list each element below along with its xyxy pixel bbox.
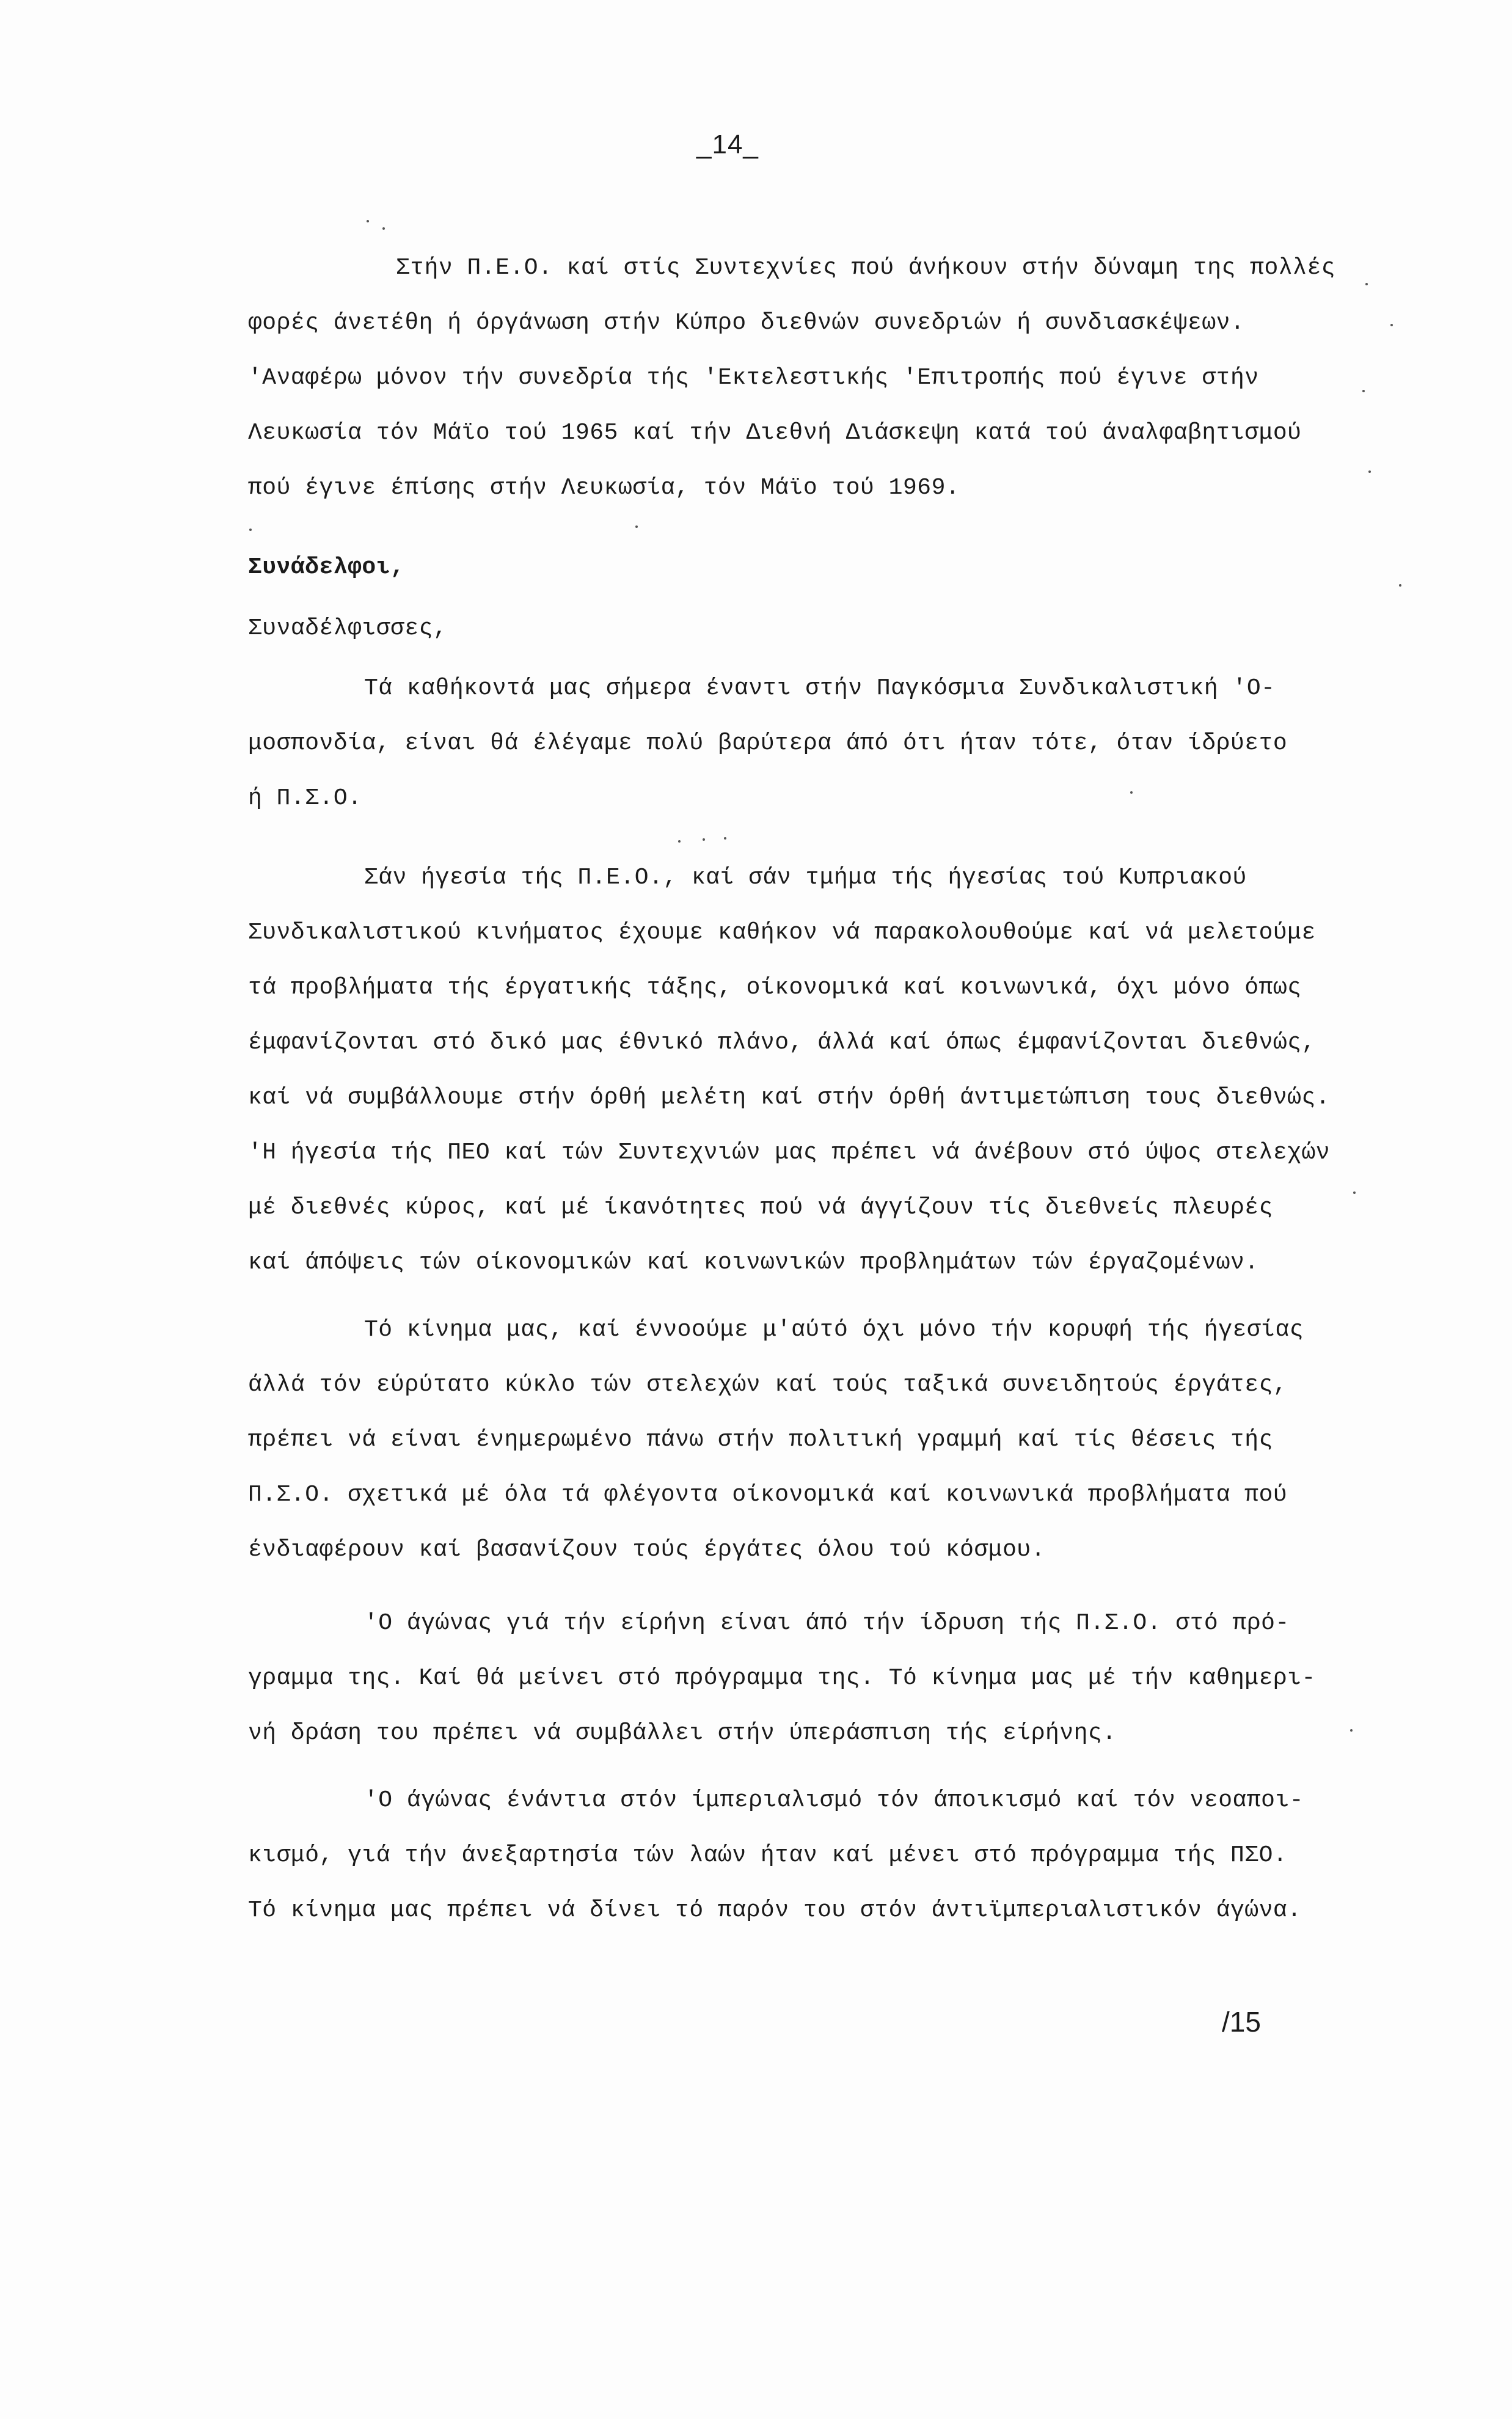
scan-speck xyxy=(1368,470,1371,473)
scan-speck xyxy=(367,220,369,222)
scan-speck xyxy=(1399,584,1401,587)
text-line: Στήν Π.Ε.Ο. καί στίς Συντεχνίες πού άνήκουν στήν δύναμη της πολλές xyxy=(396,255,1336,281)
text-line: νή δράση του πρέπει νά συμβάλλει στήν ύπεράσπιση τής είρήνης. xyxy=(248,1720,1117,1746)
text-line: πρέπει νά είναι ένημερωμένο πάνω στήν πολιτική γραμμή καί τίς θέσεις τής xyxy=(248,1427,1273,1453)
scan-speck xyxy=(382,227,385,230)
text-line: Συνδικαλιστικού κινήματος έχουμε καθήκον νά παρακολουθούμε καί νά μελετούμε xyxy=(248,920,1316,946)
page-number: _14_ xyxy=(696,130,759,159)
scan-speck xyxy=(1390,324,1393,326)
text-line: άλλά τόν εύρύτατο κύκλο τών στελεχών καί τούς ταξικά συνειδητούς έργάτες, xyxy=(248,1372,1288,1398)
scan-speck xyxy=(678,840,681,843)
text-line: τά προβλήματα τής έργατικής τάξης, οίκονομικά καί κοινωνικά, όχι μόνο όπως xyxy=(248,975,1302,1001)
scan-speck xyxy=(249,529,252,531)
scan-speck xyxy=(703,838,705,841)
scan-speck xyxy=(635,525,638,528)
text-line: γραμμα της. Καί θά μείνει στό πρόγραμμα της. Τό κίνημα μας μέ τήν καθημερι- xyxy=(248,1665,1316,1691)
scan-speck xyxy=(1362,390,1365,392)
text-line: Λευκωσία τόν Μάϊο τού 1965 καί τήν Διεθνή Διάσκεψη κατά τού άναλφαβητισμού xyxy=(248,420,1302,446)
scan-speck xyxy=(1365,283,1368,285)
text-line: 'Ο άγώνας ένάντια στόν ίμπεριαλισμό τόν άποικισμό καί τόν νεοαποι- xyxy=(364,1787,1304,1813)
text-line: ένδιαφέρουν καί βασανίζουν τούς έργάτες όλου τού κόσμου. xyxy=(248,1537,1046,1563)
text-line: καί νά συμβάλλουμε στήν όρθή μελέτη καί στήν όρθή άντιμετώπιση τους διεθνώς. xyxy=(248,1085,1331,1111)
text-line: Τά καθήκοντά μας σήμερα έναντι στήν Παγκόσμια Συνδικαλιστική 'Ο- xyxy=(364,675,1276,701)
text-line: κισμό, γιά τήν άνεξαρτησία τών λαών ήταν καί μένει στό πρόγραμμα τής ΠΣΟ. xyxy=(248,1842,1288,1868)
text-line: φορές άνετέθη ή όργάνωση στήν Κύπρο διεθνών συνεδριών ή συνδιασκέψεων. xyxy=(248,310,1245,336)
text-line: ή Π.Σ.Ο. xyxy=(248,785,362,811)
scan-speck xyxy=(724,837,726,840)
text-line: Τό κίνημα μας πρέπει νά δίνει τό παρόν του στόν άντιϊμπεριαλιστικόν άγώνα. xyxy=(248,1897,1302,1923)
text-line: 'Ο άγώνας γιά τήν είρήνη είναι άπό τήν ίδρυση τής Π.Σ.Ο. στό πρό- xyxy=(364,1610,1290,1636)
text-line: μοσπονδία, είναι θά έλέγαμε πολύ βαρύτερα άπό ότι ήταν τότε, όταν ίδρύετο xyxy=(248,730,1288,756)
scan-speck xyxy=(1350,1729,1353,1732)
salutation: Συνάδελφοι, xyxy=(248,554,405,580)
text-line: καί άπόψεις τών οίκονομικών καί κοινωνικών προβλημάτων τών έργαζομένων. xyxy=(248,1250,1259,1276)
text-line: πού έγινε έπίσης στήν Λευκωσία, τόν Μάϊο τού 1969. xyxy=(248,475,960,501)
text-line: Σάν ήγεσία τής Π.Ε.Ο., καί σάν τμήμα τής ήγεσίας τού Κυπριακού xyxy=(364,865,1247,891)
text-line: Τό κίνημα μας, καί έννοούμε μ'αύτό όχι μόνο τήν κορυφή τής ήγεσίας xyxy=(364,1317,1304,1343)
salutation: Συναδέλφισσες, xyxy=(248,615,448,642)
next-page-marker: /15 xyxy=(1222,2006,1261,2038)
text-line: 'Η ήγεσία τής ΠΕΟ καί τών Συντεχνιών μας πρέπει νά άνέβουν στό ύψος στελεχών xyxy=(248,1140,1331,1166)
scan-speck xyxy=(1353,1191,1356,1194)
text-line: Π.Σ.Ο. σχετικά μέ όλα τά φλέγοντα οίκονομικά καί κοινωνικά προβλήματα πού xyxy=(248,1482,1288,1508)
scan-speck xyxy=(1130,791,1133,794)
text-line: 'Αναφέρω μόνον τήν συνεδρία τής 'Εκτελεστικής 'Επιτροπής πού έγινε στήν xyxy=(248,365,1259,391)
text-line: μέ διεθνές κύρος, καί μέ ίκανότητες πού νά άγγίζουν τίς διεθνείς πλευρές xyxy=(248,1195,1273,1221)
text-line: έμφανίζονται στό δικό μας έθνικό πλάνο, άλλά καί όπως έμφανίζονται διεθνώς, xyxy=(248,1030,1316,1056)
